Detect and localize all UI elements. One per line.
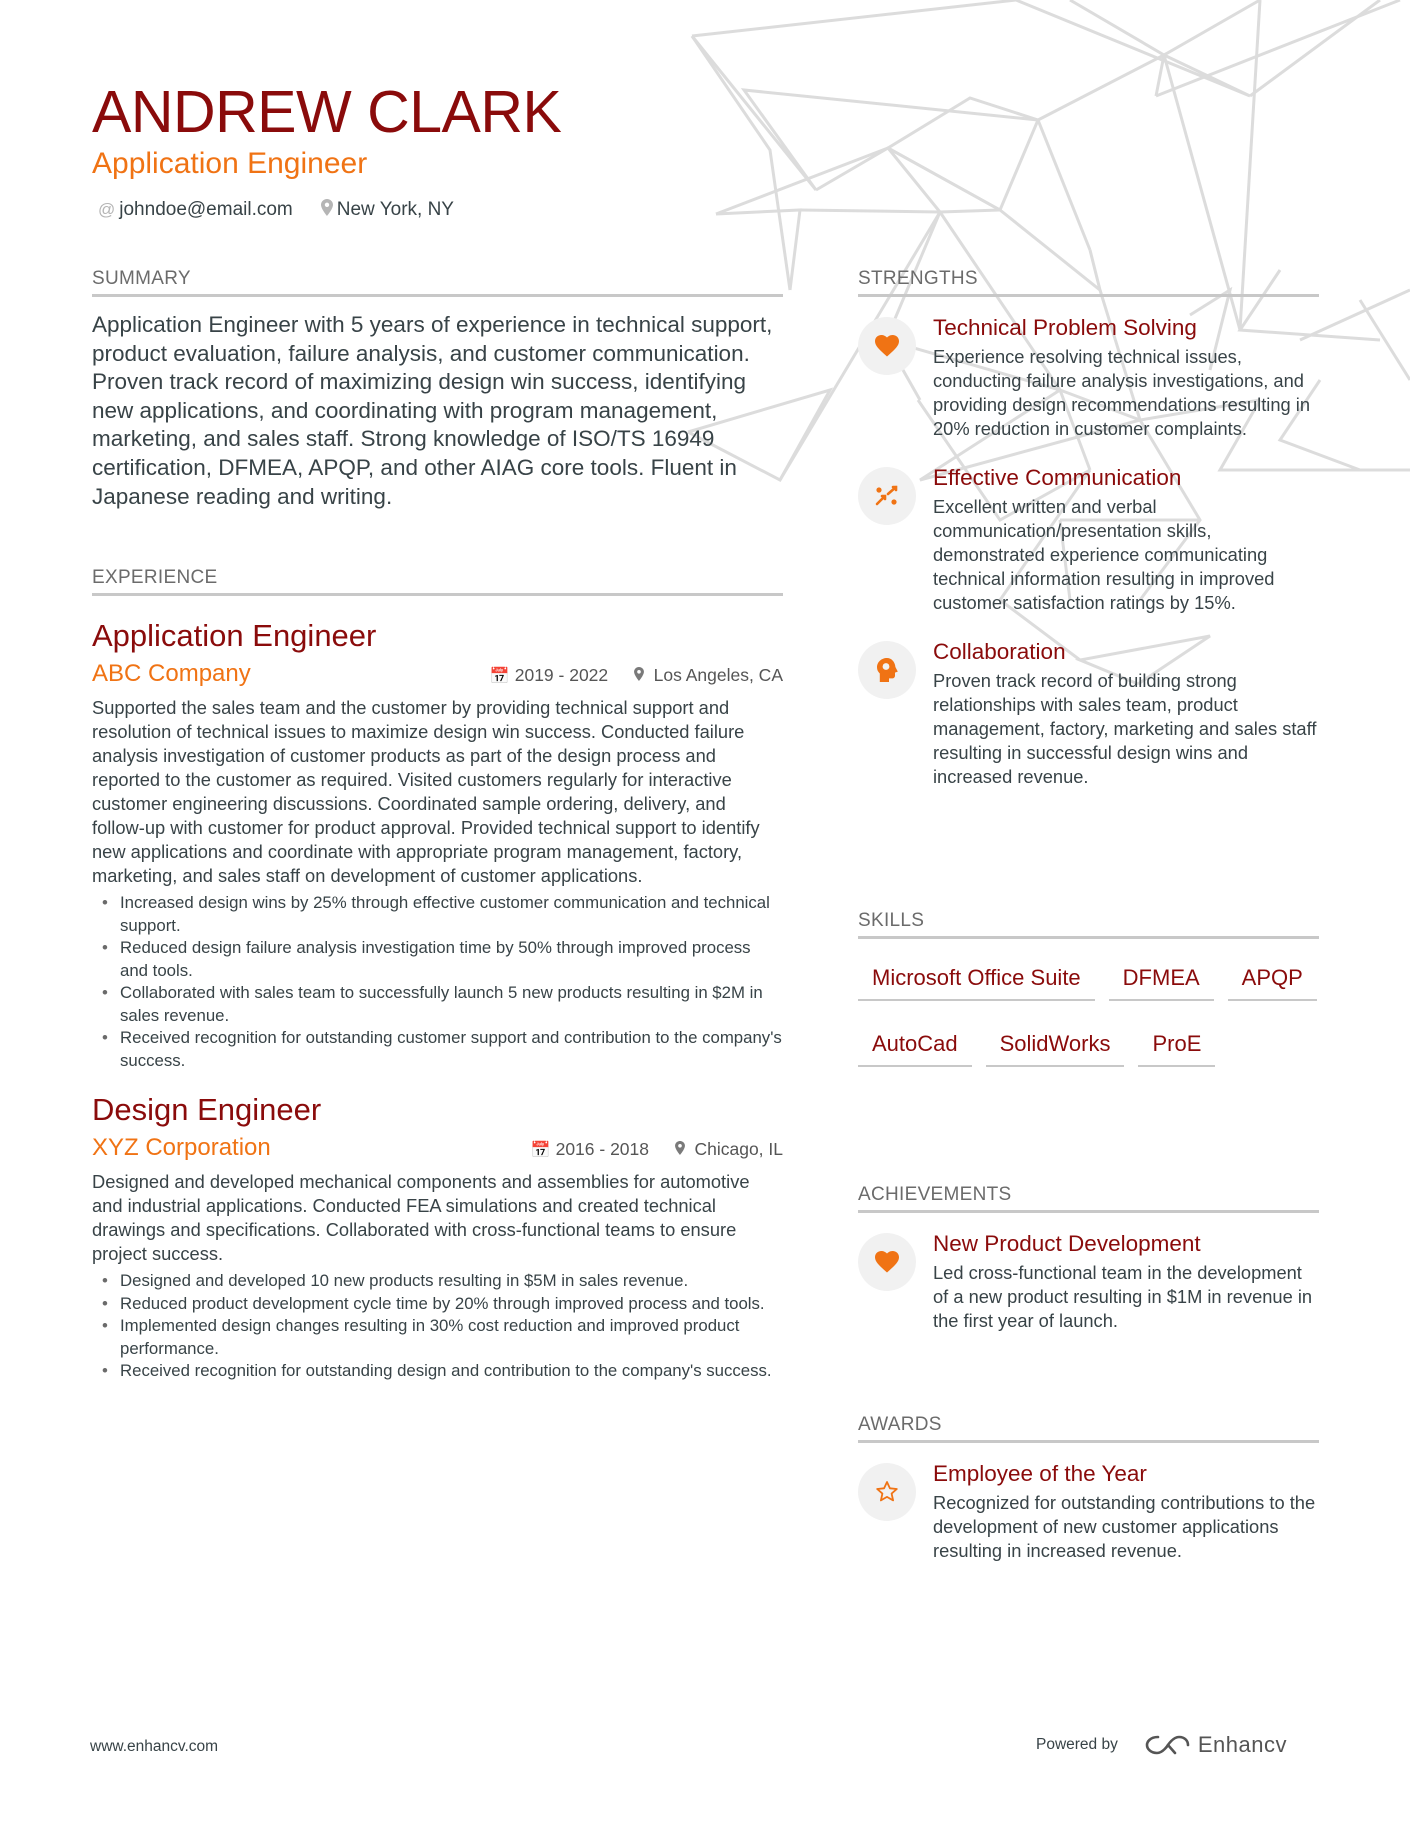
job-location-wrap: [634, 665, 783, 686]
job-entry: [92, 1092, 783, 1383]
job-bullet: • Collaborated with sales team to successfully launch 5 new products resulting in $2M in sales revenue.: [92, 982, 783, 1027]
job-bullet: • Reduced design failure analysis investigation time by 50% through improved process and tools.: [92, 937, 783, 982]
heart-icon: [858, 317, 916, 375]
strength-title: Collaboration: [933, 639, 1066, 664]
skill-tag: DFMEA: [1109, 965, 1214, 1001]
location-text: New York, NY: [336, 199, 454, 220]
head-brain-icon: [858, 641, 916, 699]
email-text: johndoe@email.com: [119, 199, 293, 220]
job-bullet: • Designed and developed 10 new products resulting in $5M in sales revenue.: [92, 1270, 783, 1293]
summary-text: Application Engineer with 5 years of experience in technical support, product evaluation, failure analysis, and customer communication. Proven track record of maximizing design win success, identifying new applications, and coordinating with program management, marketing, and sales staff. Strong knowledge of ISO/TS 16949 certification, DFMEA, APQP, and other AIAG core tools. Fluent in Japanese reading and writing.: [92, 312, 773, 509]
heart-icon: [858, 1233, 916, 1291]
footer-website[interactable]: www.enhancv.com: [90, 1738, 219, 1755]
communication-icon: [858, 467, 916, 525]
job-bullet: • Received recognition for outstanding customer support and contribution to the company's success.: [92, 1027, 783, 1072]
strength-title: Technical Problem Solving: [933, 315, 1197, 340]
award-item: [858, 1461, 1319, 1563]
skills-list: [858, 965, 1319, 1067]
job-dates: 2016 - 2018: [555, 1139, 650, 1159]
star-icon: [858, 1463, 916, 1521]
job-bullet: • Increased design wins by 25% through effective customer communication and technical support.: [92, 892, 783, 937]
strength-item: [858, 639, 1319, 789]
job-description: Supported the sales team and the customer by providing technical support and resolution of technical issues to maximize design win success. Conducted failure analysis investigation of customer products as part of the design process and reported to the customer as required. Visited customers regularly for interactive customer engineering discussions. Coordinated sample ordering, delivery, and follow-up with customer for product approval. Provided technical support to identify new applications and coordinate with appropriate program management, factory, marketing, and sales staff on development of customer applications.: [92, 697, 760, 886]
job-bullet: • Implemented design changes resulting in 30% cost reduction and improved product performance.: [92, 1315, 783, 1360]
enhancv-logo[interactable]: [1144, 1732, 1287, 1758]
calendar-icon: 📅: [530, 1142, 551, 1159]
award-title: Employee of the Year: [933, 1461, 1147, 1486]
skill-tag: AutoCad: [858, 1031, 972, 1067]
map-pin-icon: [675, 1142, 689, 1159]
job-description: Designed and developed mechanical components and assemblies for automotive and industrial applications. Conducted FEA simulations and created technical drawings and specifications. Collaborated with cross-functional teams to ensure project success.: [92, 1171, 750, 1264]
strength-description: Proven track record of building strong relationships with sales team, product management, factory, marketing and sales staff resulting in successful design wins and increased revenue.: [933, 670, 1317, 787]
strength-title: Effective Communication: [933, 465, 1182, 490]
brand-name: Enhancv: [1197, 1732, 1287, 1757]
achievements-section: [858, 1184, 1319, 1333]
at-sign-icon: @: [98, 200, 116, 219]
job-entry: [92, 618, 783, 1072]
job-location-wrap: [675, 1139, 783, 1160]
enhancv-logo-icon: [1144, 1733, 1190, 1757]
achievement-item: [858, 1231, 1319, 1333]
job-dates-wrap: [531, 1139, 649, 1160]
skill-tag: Microsoft Office Suite: [858, 965, 1095, 1001]
powered-by-label: Powered by: [1036, 1736, 1118, 1753]
strength-item: [858, 465, 1319, 615]
strengths-title: STRENGTHS: [858, 268, 1319, 297]
calendar-icon: 📅: [489, 668, 510, 685]
job-title: Design Engineer: [92, 1092, 322, 1127]
achievements-title: ACHIEVEMENTS: [858, 1184, 1319, 1213]
skills-section: [858, 910, 1319, 1067]
job-bullets: [92, 892, 783, 1072]
skill-tag: APQP: [1228, 965, 1317, 1001]
job-bullets: [92, 1270, 783, 1383]
job-bullet: • Reduced product development cycle time by 20% through improved process and tools.: [92, 1293, 783, 1316]
experience-title: EXPERIENCE: [92, 567, 783, 596]
skill-tag: SolidWorks: [986, 1031, 1125, 1067]
summary-section: [92, 268, 783, 511]
job-title: Application Engineer: [92, 618, 377, 653]
candidate-headline: Application Engineer: [92, 147, 368, 180]
experience-section: [92, 567, 783, 1383]
job-location: Chicago, IL: [694, 1139, 783, 1159]
strength-item: [858, 315, 1319, 441]
awards-title: AWARDS: [858, 1414, 1319, 1443]
achievement-description: Led cross-functional team in the development of a new product resulting in $1M in revenue in the first year of launch.: [933, 1262, 1313, 1331]
summary-title: SUMMARY: [92, 268, 783, 297]
map-pin-icon: [634, 668, 648, 685]
map-pin-icon: [321, 199, 333, 221]
candidate-name: ANDREW CLARK: [92, 79, 562, 145]
job-location: Los Angeles, CA: [653, 665, 783, 685]
award-description: Recognized for outstanding contributions to the development of new customer applications resulting in increased revenue.: [933, 1492, 1316, 1561]
skill-tag: ProE: [1138, 1031, 1215, 1067]
location-contact: [321, 199, 454, 221]
job-company: XYZ Corporation: [92, 1134, 271, 1161]
job-bullet: • Received recognition for outstanding design and contribution to the company's success.: [92, 1360, 783, 1383]
strengths-section: [858, 268, 1319, 789]
strength-description: Excellent written and verbal communication/presentation skills, demonstrated experience communicating technical information resulting in improved customer satisfaction ratings by 15%.: [933, 496, 1275, 613]
skills-title: SKILLS: [858, 910, 1319, 939]
email-contact[interactable]: [98, 199, 293, 221]
strength-description: Experience resolving technical issues, conducting failure analysis investigations, and providing design recommendations resulting in 20% reduction in customer complaints.: [933, 346, 1311, 439]
job-dates: 2019 - 2022: [514, 665, 609, 685]
contact-info: [98, 199, 454, 221]
awards-section: [858, 1414, 1319, 1563]
job-dates-wrap: [490, 665, 608, 686]
footer-branding: [1036, 1732, 1287, 1758]
achievement-title: New Product Development: [933, 1231, 1201, 1256]
job-company: ABC Company: [92, 660, 251, 687]
